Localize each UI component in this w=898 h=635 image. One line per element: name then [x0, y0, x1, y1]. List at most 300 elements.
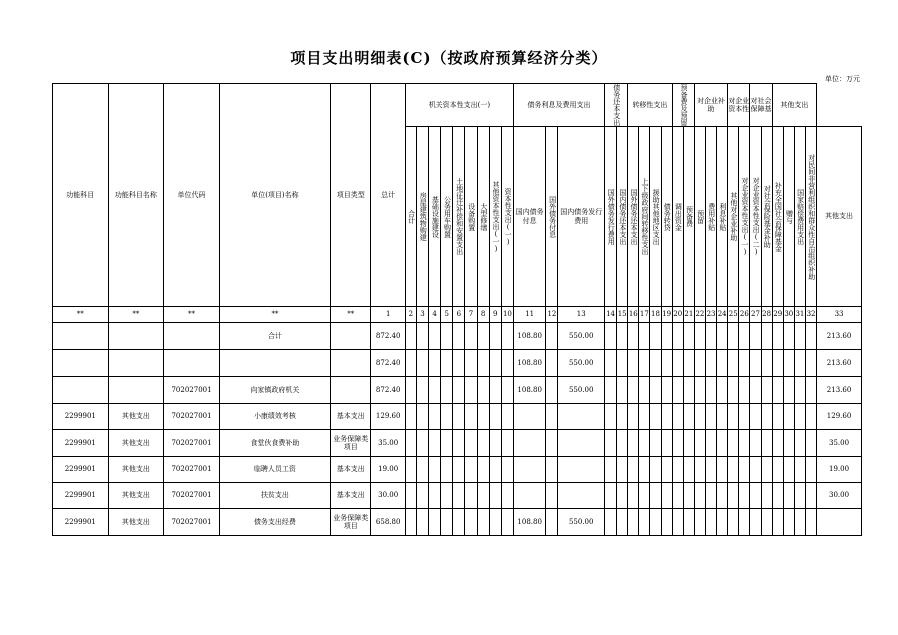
- cell-empty: [772, 377, 783, 404]
- cell-empty: [416, 350, 428, 377]
- cell-empty: [650, 430, 661, 457]
- col-guonei-fuxi: 国内债务付息: [514, 127, 546, 307]
- cell-empty: [761, 483, 772, 509]
- col-fangwu: 房屋建筑物购建: [416, 127, 428, 307]
- cell-empty: [617, 350, 628, 377]
- cell-unit-name: 向家镇政府机关: [219, 377, 330, 404]
- cell-empty: [453, 323, 465, 350]
- header-group-zhaiwu: 债务利息及费用支出: [514, 84, 605, 127]
- cell-unit-code: 702027001: [164, 509, 220, 536]
- cell-empty: [805, 430, 816, 457]
- cell-empty: [604, 323, 616, 350]
- cell-empty: [546, 457, 558, 483]
- cell-empty: [805, 404, 816, 430]
- cell-empty: [416, 483, 428, 509]
- cell-empty: [501, 404, 513, 430]
- cell-empty: [794, 483, 805, 509]
- cell-col-11: [514, 457, 546, 483]
- table-row: [53, 377, 862, 404]
- table-row: [53, 457, 862, 483]
- cell-empty: [429, 377, 441, 404]
- table-row: [53, 350, 862, 377]
- cell-empty: [728, 509, 739, 536]
- col-number: 32: [805, 307, 816, 323]
- cell-empty: [683, 323, 694, 350]
- col-number: 19: [661, 307, 672, 323]
- cell-empty: [501, 483, 513, 509]
- cell-empty: [604, 377, 616, 404]
- cell-empty: [639, 377, 650, 404]
- cell-col-13: 550.00: [558, 509, 605, 536]
- cell-empty: [672, 509, 683, 536]
- cell-empty: [453, 483, 465, 509]
- cell-empty: [405, 483, 416, 509]
- header-group-qiye-ziben: 对企业资本性: [728, 84, 750, 127]
- col-number: 30: [783, 307, 794, 323]
- cell-empty: [453, 457, 465, 483]
- cell-empty: [750, 509, 761, 536]
- cell-func-code: 2299901: [53, 404, 109, 430]
- cell-empty: [604, 404, 616, 430]
- cell-empty: [717, 509, 728, 536]
- cell-empty: [489, 430, 501, 457]
- cell-empty: [694, 350, 705, 377]
- table-row: [53, 404, 862, 430]
- cell-unit-name: [219, 350, 330, 377]
- cell-unit-code: 702027001: [164, 377, 220, 404]
- cell-func-code: [53, 350, 109, 377]
- col-number: 24: [717, 307, 728, 323]
- cell-empty: [794, 430, 805, 457]
- cell-empty: [441, 323, 453, 350]
- column-number-row: [53, 307, 862, 323]
- cell-empty: [628, 457, 639, 483]
- col-shangxia: 上下级政府间转移性支出: [639, 127, 650, 307]
- cell-empty: [794, 404, 805, 430]
- unit-label: 单位：万元: [825, 75, 860, 83]
- cell-empty: [805, 509, 816, 536]
- page-title: 项目支出明细表(C)（按政府预算经济分类）: [290, 49, 608, 67]
- cell-empty: [728, 323, 739, 350]
- cell-empty: [694, 323, 705, 350]
- col-number: 12: [546, 307, 558, 323]
- cell-empty: [453, 377, 465, 404]
- cell-empty: [783, 350, 794, 377]
- cell-empty: [794, 509, 805, 536]
- cell-empty: [728, 350, 739, 377]
- cell-empty: [429, 430, 441, 457]
- cell-empty: [639, 430, 650, 457]
- cell-empty: [705, 457, 716, 483]
- cell-empty: [728, 377, 739, 404]
- col-number: 31: [794, 307, 805, 323]
- header-func-subject: 功能科目: [53, 84, 109, 307]
- header-group-huanben-text: 债务还本支出: [612, 84, 621, 126]
- col-number: 7: [465, 307, 477, 323]
- col-number: 26: [739, 307, 750, 323]
- cell-empty: [717, 323, 728, 350]
- cell-empty: [477, 457, 489, 483]
- cell-empty: [416, 430, 428, 457]
- col-number: 4: [429, 307, 441, 323]
- cell-empty: [441, 404, 453, 430]
- col-ziben-er: 资本性支出(一): [501, 127, 513, 307]
- cell-empty: [501, 430, 513, 457]
- cell-empty: [429, 457, 441, 483]
- col-lixi-butie: 利息补贴: [717, 127, 728, 307]
- cell-empty: [717, 377, 728, 404]
- cell-empty: [405, 509, 416, 536]
- header-unit-code: 单位代码: [164, 84, 220, 307]
- cell-empty: [453, 404, 465, 430]
- cell-empty: [650, 323, 661, 350]
- cell-total: 872.40: [371, 350, 405, 377]
- cell-empty: [477, 430, 489, 457]
- cell-unit-code: [164, 323, 220, 350]
- col-number: 23: [705, 307, 716, 323]
- cell-col-33: 213.60: [817, 377, 862, 404]
- cell-unit-code: 702027001: [164, 483, 220, 509]
- cell-unit-name: 合计: [219, 323, 330, 350]
- header-group-shehui: 对社会保障基: [750, 84, 772, 127]
- cell-empty: [672, 430, 683, 457]
- cell-empty: [441, 509, 453, 536]
- cell-empty: [477, 350, 489, 377]
- col-feiyong-butie: 费用补贴: [705, 127, 716, 307]
- header-group-jiguan: 机关资本性支出(一): [405, 84, 513, 127]
- col-shebei: 设备购置: [465, 127, 477, 307]
- cell-empty: [650, 350, 661, 377]
- header-group-qita: 其他支出: [772, 84, 816, 127]
- cell-empty: [604, 483, 616, 509]
- cell-empty: [441, 483, 453, 509]
- cell-empty: [761, 404, 772, 430]
- cell-empty: [717, 430, 728, 457]
- cell-col-33: [817, 509, 862, 536]
- cell-empty: [728, 430, 739, 457]
- cell-empty: [805, 483, 816, 509]
- cell-empty: [783, 323, 794, 350]
- cell-empty: [617, 377, 628, 404]
- cell-empty: [628, 483, 639, 509]
- cell-project-type: [331, 377, 371, 404]
- table-row: [53, 509, 862, 536]
- cell-col-33: 129.60: [817, 404, 862, 430]
- header-group-qiye-butie: 对企业补助: [694, 84, 727, 127]
- cell-empty: [453, 509, 465, 536]
- cell-empty: [489, 483, 501, 509]
- cell-empty: [477, 404, 489, 430]
- cell-empty: [717, 457, 728, 483]
- cell-unit-name: 临聘人员工资: [219, 457, 330, 483]
- cell-empty: [739, 483, 750, 509]
- cell-empty: [465, 350, 477, 377]
- cell-col-33: 19.00: [817, 457, 862, 483]
- cell-unit-name: 食堂伙食费补助: [219, 430, 330, 457]
- cell-empty: [639, 483, 650, 509]
- cell-empty: [739, 323, 750, 350]
- header-group-yubei-text: 预备费及预留: [679, 84, 688, 126]
- col-number: 25: [728, 307, 739, 323]
- cell-empty: [405, 323, 416, 350]
- cell-empty: [672, 457, 683, 483]
- cell-empty: [705, 404, 716, 430]
- cell-empty: [761, 509, 772, 536]
- cell-empty: [672, 323, 683, 350]
- col-qita-zhichu: 其他支出: [817, 127, 862, 307]
- cell-empty: [546, 377, 558, 404]
- cell-col-11: 108.80: [514, 377, 546, 404]
- table-row: [53, 430, 862, 457]
- cell-empty: [750, 350, 761, 377]
- cell-total: 129.60: [371, 404, 405, 430]
- cell-empty: [683, 457, 694, 483]
- cell-empty: [453, 430, 465, 457]
- cell-empty: [441, 350, 453, 377]
- col-guonei-faxing: 国内债务发行费用: [558, 127, 605, 307]
- cell-empty: [705, 483, 716, 509]
- cell-empty: [429, 509, 441, 536]
- cell-unit-name: 小康绩效考核: [219, 404, 330, 430]
- table-row: [53, 323, 862, 350]
- col-number: 15: [617, 307, 628, 323]
- cell-unit-code: 702027001: [164, 457, 220, 483]
- cell-empty: [783, 457, 794, 483]
- cell-empty: [639, 350, 650, 377]
- cell-empty: [650, 509, 661, 536]
- col-number: 1: [371, 307, 405, 323]
- cell-empty: [739, 404, 750, 430]
- cell-empty: [405, 457, 416, 483]
- col-zengyu: 赠与: [783, 127, 794, 307]
- cell-empty: [465, 323, 477, 350]
- cell-project-type: [331, 323, 371, 350]
- cell-empty: [694, 404, 705, 430]
- cell-empty: [750, 457, 761, 483]
- cell-empty: [465, 457, 477, 483]
- cell-empty: [477, 323, 489, 350]
- cell-empty: [683, 483, 694, 509]
- cell-empty: [683, 509, 694, 536]
- cell-empty: [501, 377, 513, 404]
- cell-empty: [628, 377, 639, 404]
- cell-func-name: [108, 377, 164, 404]
- cell-empty: [617, 404, 628, 430]
- cell-empty: [705, 509, 716, 536]
- cell-empty: [805, 323, 816, 350]
- col-guowai-fuxi: 国外债务付息: [546, 127, 558, 307]
- cell-empty: [617, 483, 628, 509]
- cell-total: 30.00: [371, 483, 405, 509]
- cell-empty: [628, 404, 639, 430]
- cell-empty: [546, 323, 558, 350]
- cell-project-type: 基本支出: [331, 483, 371, 509]
- cell-empty: [750, 377, 761, 404]
- col-tudi: 土地征迁补偿和安置支出: [453, 127, 465, 307]
- cell-empty: [728, 404, 739, 430]
- cell-empty: [805, 457, 816, 483]
- header-group-huanben: [604, 84, 627, 127]
- cell-empty: [705, 323, 716, 350]
- cell-empty: [805, 350, 816, 377]
- cell-empty: [477, 509, 489, 536]
- cell-empty: [739, 509, 750, 536]
- cell-empty: [628, 509, 639, 536]
- cell-unit-name: 扶贫支出: [219, 483, 330, 509]
- col-gongwuche: 公务用车购置: [441, 127, 453, 307]
- cell-project-type: 基本支出: [331, 404, 371, 430]
- cell-unit-code: 702027001: [164, 430, 220, 457]
- cell-empty: [650, 483, 661, 509]
- cell-empty: [477, 483, 489, 509]
- cell-empty: [683, 350, 694, 377]
- col-number: 22: [694, 307, 705, 323]
- cell-col-13: 550.00: [558, 377, 605, 404]
- cell-empty: [416, 323, 428, 350]
- col-yubeifei: 预备费: [683, 127, 694, 307]
- table-row: [53, 483, 862, 509]
- cell-empty: [639, 323, 650, 350]
- cell-empty: [794, 350, 805, 377]
- cell-col-13: 550.00: [558, 350, 605, 377]
- cell-empty: [501, 323, 513, 350]
- cell-empty: [661, 377, 672, 404]
- cell-col-13: [558, 483, 605, 509]
- cell-empty: [739, 430, 750, 457]
- cell-empty: [783, 404, 794, 430]
- cell-empty: [705, 430, 716, 457]
- cell-empty: [429, 404, 441, 430]
- cell-empty: [739, 350, 750, 377]
- cell-empty: [465, 430, 477, 457]
- cell-empty: [617, 430, 628, 457]
- cell-empty: [661, 430, 672, 457]
- cell-empty: [761, 323, 772, 350]
- col-qita-qiye: 其他对企业补助: [728, 127, 739, 307]
- col-minjian: 对民间非营利组织和群众性自治组织补助: [805, 127, 816, 307]
- cell-empty: [661, 509, 672, 536]
- col-number: 20: [672, 307, 683, 323]
- stars-cell: **: [53, 307, 109, 323]
- expense-table: [52, 83, 862, 536]
- cell-empty: [465, 483, 477, 509]
- cell-empty: [546, 509, 558, 536]
- cell-empty: [761, 457, 772, 483]
- cell-empty: [639, 509, 650, 536]
- cell-empty: [650, 457, 661, 483]
- cell-func-name: 其他支出: [108, 430, 164, 457]
- cell-empty: [628, 430, 639, 457]
- cell-empty: [661, 457, 672, 483]
- col-number: 14: [604, 307, 616, 323]
- cell-empty: [405, 350, 416, 377]
- cell-total: 35.00: [371, 430, 405, 457]
- cell-empty: [772, 350, 783, 377]
- cell-empty: [783, 509, 794, 536]
- cell-empty: [694, 430, 705, 457]
- cell-empty: [489, 377, 501, 404]
- cell-empty: [661, 483, 672, 509]
- cell-empty: [717, 483, 728, 509]
- col-number: 5: [441, 307, 453, 323]
- cell-total: 19.00: [371, 457, 405, 483]
- cell-project-type: 业务保障类项目: [331, 430, 371, 457]
- cell-empty: [761, 430, 772, 457]
- col-diaochu: 调出资金: [672, 127, 683, 307]
- stars-cell: **: [331, 307, 371, 323]
- cell-empty: [794, 457, 805, 483]
- cell-empty: [694, 483, 705, 509]
- cell-empty: [739, 377, 750, 404]
- col-number: 27: [750, 307, 761, 323]
- cell-empty: [441, 430, 453, 457]
- cell-empty: [783, 377, 794, 404]
- cell-total: 872.40: [371, 377, 405, 404]
- cell-col-13: 550.00: [558, 323, 605, 350]
- cell-empty: [672, 350, 683, 377]
- cell-empty: [661, 404, 672, 430]
- cell-empty: [501, 457, 513, 483]
- cell-empty: [705, 350, 716, 377]
- cell-empty: [489, 323, 501, 350]
- stars-cell: **: [108, 307, 164, 323]
- cell-col-11: [514, 430, 546, 457]
- col-number: 18: [650, 307, 661, 323]
- cell-func-code: 2299901: [53, 430, 109, 457]
- col-number: 33: [817, 307, 862, 323]
- cell-empty: [794, 377, 805, 404]
- cell-empty: [465, 509, 477, 536]
- header-total: 总计: [371, 84, 405, 307]
- cell-unit-name: 债务支出经费: [219, 509, 330, 536]
- header-unit-name: 单位(项目)名称: [219, 84, 330, 307]
- cell-empty: [750, 404, 761, 430]
- cell-empty: [501, 350, 513, 377]
- col-number: 8: [477, 307, 489, 323]
- cell-unit-code: [164, 350, 220, 377]
- cell-empty: [650, 377, 661, 404]
- col-number: 6: [453, 307, 465, 323]
- cell-empty: [728, 457, 739, 483]
- cell-func-name: 其他支出: [108, 457, 164, 483]
- cell-empty: [477, 377, 489, 404]
- col-daxing: 大型修缮: [477, 127, 489, 307]
- cell-total: 658.80: [371, 509, 405, 536]
- cell-col-11: 108.80: [514, 509, 546, 536]
- cell-empty: [683, 377, 694, 404]
- col-number: 10: [501, 307, 513, 323]
- cell-project-type: 业务保障类项目: [331, 509, 371, 536]
- cell-empty: [750, 483, 761, 509]
- cell-func-name: 其他支出: [108, 483, 164, 509]
- col-shebao-buzhu: 对社会保险基金补助: [761, 127, 772, 307]
- col-qiye-er: 对企业资本性支出(二): [750, 127, 761, 307]
- cell-empty: [772, 430, 783, 457]
- stars-cell: **: [219, 307, 330, 323]
- cell-empty: [604, 350, 616, 377]
- cell-empty: [429, 350, 441, 377]
- cell-empty: [465, 404, 477, 430]
- cell-empty: [429, 323, 441, 350]
- col-number: 13: [558, 307, 605, 323]
- col-guonei-huanben: 国内债务还本支出: [617, 127, 628, 307]
- cell-empty: [694, 377, 705, 404]
- cell-empty: [489, 509, 501, 536]
- col-qiye-yi: 对企业资本性支出(一): [739, 127, 750, 307]
- cell-empty: [441, 457, 453, 483]
- cell-empty: [489, 350, 501, 377]
- cell-func-name: 其他支出: [108, 509, 164, 536]
